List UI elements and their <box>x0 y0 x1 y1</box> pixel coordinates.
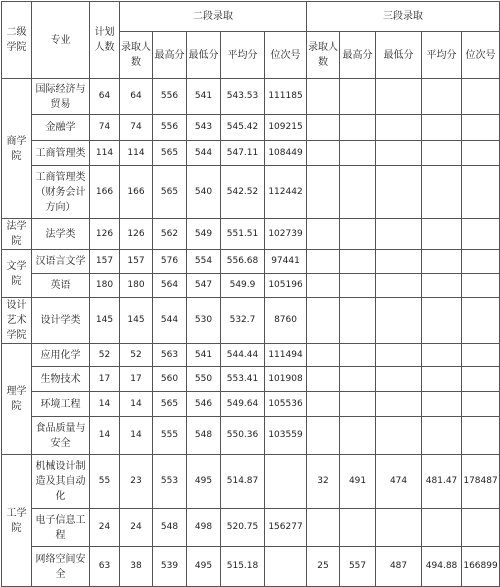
s2-max-cell: 544 <box>153 298 187 344</box>
s3-rank-cell <box>462 367 500 392</box>
s3-rank-cell <box>462 141 500 166</box>
s2-max-cell: 565 <box>153 141 187 166</box>
s3-admitted-cell <box>307 344 340 367</box>
s3-rank-cell <box>462 79 500 115</box>
s2-rank-cell: 105536 <box>265 392 307 417</box>
s2-max-cell: 553 <box>153 455 187 509</box>
header-second-stage: 二段录取 <box>120 2 307 32</box>
s3-avg-cell <box>422 219 462 250</box>
s2-min-cell: 546 <box>187 392 221 417</box>
s3-min-cell <box>376 509 422 547</box>
s3-admitted-cell <box>307 79 340 115</box>
s2-rank-cell: 105196 <box>265 274 307 298</box>
s3-avg-cell <box>422 344 462 367</box>
header-s2-max: 最高分 <box>153 32 187 79</box>
s2-min-cell: 530 <box>187 298 221 344</box>
s3-min-cell <box>376 250 422 274</box>
s2-admitted-cell: 17 <box>120 367 153 392</box>
s2-max-cell: 556 <box>153 115 187 141</box>
header-s3-admitted: 录取人数 <box>307 32 340 79</box>
table-row <box>2 392 500 417</box>
major-cell: 法学类 <box>32 219 90 250</box>
s2-avg-cell: 553.41 <box>221 367 265 392</box>
s3-avg-cell: 494.88 <box>422 547 462 587</box>
s3-max-cell <box>340 392 376 417</box>
s3-min-cell <box>376 79 422 115</box>
header-s2-min: 最低分 <box>187 32 221 79</box>
s2-max-cell: 564 <box>153 274 187 298</box>
s3-min-cell <box>376 141 422 166</box>
college-engineering: 工学院 <box>2 455 32 587</box>
table-row <box>2 219 500 250</box>
s3-admitted-cell <box>307 367 340 392</box>
s3-rank-cell: 166899 <box>462 547 500 587</box>
s2-min-cell: 495 <box>187 455 221 509</box>
s2-min-cell: 498 <box>187 509 221 547</box>
s3-min-cell <box>376 219 422 250</box>
s2-rank-cell: 103559 <box>265 417 307 455</box>
s2-admitted-cell: 24 <box>120 509 153 547</box>
table-row <box>2 367 500 392</box>
header-college: 二级学院 <box>2 2 32 79</box>
s3-max-cell <box>340 344 376 367</box>
s3-rank-cell <box>462 417 500 455</box>
s2-max-cell: 539 <box>153 547 187 587</box>
plan-cell: 74 <box>90 115 120 141</box>
table-row <box>2 547 500 587</box>
s3-max-cell <box>340 115 376 141</box>
s3-avg-cell <box>422 166 462 219</box>
s3-min-cell <box>376 298 422 344</box>
s3-admitted-cell <box>307 274 340 298</box>
s3-avg-cell <box>422 79 462 115</box>
table-row <box>2 274 500 298</box>
s3-admitted-cell <box>307 250 340 274</box>
s3-rank-cell <box>462 166 500 219</box>
plan-cell: 126 <box>90 219 120 250</box>
s3-avg-cell <box>422 274 462 298</box>
s3-avg-cell <box>422 250 462 274</box>
s2-admitted-cell: 23 <box>120 455 153 509</box>
header-s2-admitted: 录取人数 <box>120 32 153 79</box>
header-s2-rank: 位次号 <box>265 32 307 79</box>
s2-min-cell: 541 <box>187 344 221 367</box>
s2-avg-cell: 515.18 <box>221 547 265 587</box>
s3-avg-cell <box>422 417 462 455</box>
s3-max-cell <box>340 367 376 392</box>
s2-admitted-cell: 180 <box>120 274 153 298</box>
s2-avg-cell: 542.52 <box>221 166 265 219</box>
table-row <box>2 455 500 509</box>
s3-admitted-cell <box>307 298 340 344</box>
header-plan: 计划人数 <box>90 2 120 79</box>
table-row <box>2 79 500 115</box>
header-s3-avg: 平均分 <box>422 32 462 79</box>
s3-min-cell <box>376 417 422 455</box>
s3-min-cell <box>376 344 422 367</box>
s2-rank-cell: 109215 <box>265 115 307 141</box>
s2-admitted-cell: 126 <box>120 219 153 250</box>
s2-max-cell: 560 <box>153 367 187 392</box>
s2-min-cell: 544 <box>187 141 221 166</box>
s2-rank-cell: 97441 <box>265 250 307 274</box>
s2-admitted-cell: 38 <box>120 547 153 587</box>
college-design-art: 设计艺术学院 <box>2 298 32 344</box>
college-science: 理学院 <box>2 344 32 455</box>
s2-max-cell: 555 <box>153 417 187 455</box>
s3-rank-cell <box>462 392 500 417</box>
s3-rank-cell <box>462 274 500 298</box>
s3-min-cell: 487 <box>376 547 422 587</box>
s2-min-cell: 541 <box>187 79 221 115</box>
plan-cell: 14 <box>90 417 120 455</box>
s2-rank-cell <box>265 547 307 587</box>
s2-avg-cell: 520.75 <box>221 509 265 547</box>
major-cell: 食品质量与安全 <box>32 417 90 455</box>
plan-cell: 52 <box>90 344 120 367</box>
table-row <box>2 141 500 166</box>
table-row <box>2 166 500 219</box>
s2-avg-cell: 514.87 <box>221 455 265 509</box>
s2-admitted-cell: 14 <box>120 417 153 455</box>
s2-max-cell: 563 <box>153 344 187 367</box>
s2-avg-cell: 556.68 <box>221 250 265 274</box>
college-liberal-arts: 文学院 <box>2 250 32 298</box>
s3-max-cell <box>340 274 376 298</box>
s2-min-cell: 543 <box>187 115 221 141</box>
s2-min-cell: 548 <box>187 417 221 455</box>
s3-avg-cell <box>422 115 462 141</box>
s3-rank-cell: 178487 <box>462 455 500 509</box>
s2-avg-cell: 551.51 <box>221 219 265 250</box>
major-cell: 环境工程 <box>32 392 90 417</box>
s2-admitted-cell: 166 <box>120 166 153 219</box>
s3-max-cell <box>340 298 376 344</box>
plan-cell: 63 <box>90 547 120 587</box>
admission-table <box>1 1 500 587</box>
plan-cell: 166 <box>90 166 120 219</box>
s3-admitted-cell <box>307 166 340 219</box>
s2-rank-cell: 102739 <box>265 219 307 250</box>
major-cell: 应用化学 <box>32 344 90 367</box>
major-cell: 汉语言文学 <box>32 250 90 274</box>
plan-cell: 17 <box>90 367 120 392</box>
plan-cell: 180 <box>90 274 120 298</box>
college-business: 商学院 <box>2 79 32 219</box>
table-row <box>2 250 500 274</box>
plan-cell: 14 <box>90 392 120 417</box>
header-s3-rank: 位次号 <box>462 32 500 79</box>
s2-admitted-cell: 64 <box>120 79 153 115</box>
s3-min-cell <box>376 392 422 417</box>
major-cell: 英语 <box>32 274 90 298</box>
s3-avg-cell <box>422 392 462 417</box>
s3-rank-cell <box>462 509 500 547</box>
s2-max-cell: 556 <box>153 79 187 115</box>
s2-min-cell: 540 <box>187 166 221 219</box>
s3-admitted-cell <box>307 509 340 547</box>
s2-min-cell: 550 <box>187 367 221 392</box>
s2-rank-cell: 8760 <box>265 298 307 344</box>
major-cell: 金融学 <box>32 115 90 141</box>
major-cell: 生物技术 <box>32 367 90 392</box>
s3-avg-cell <box>422 141 462 166</box>
table-row <box>2 417 500 455</box>
s2-max-cell: 576 <box>153 250 187 274</box>
table-row <box>2 344 500 367</box>
s3-rank-cell <box>462 115 500 141</box>
s2-min-cell: 547 <box>187 274 221 298</box>
s3-avg-cell: 481.47 <box>422 455 462 509</box>
s3-avg-cell <box>422 367 462 392</box>
table-row <box>2 115 500 141</box>
s3-admitted-cell: 25 <box>307 547 340 587</box>
s3-admitted-cell <box>307 392 340 417</box>
s3-max-cell <box>340 417 376 455</box>
s3-max-cell <box>340 509 376 547</box>
s3-min-cell <box>376 274 422 298</box>
s3-max-cell <box>340 219 376 250</box>
s2-min-cell: 554 <box>187 250 221 274</box>
s2-min-cell: 549 <box>187 219 221 250</box>
header-major: 专业 <box>32 2 90 79</box>
s2-rank-cell: 101908 <box>265 367 307 392</box>
plan-cell: 64 <box>90 79 120 115</box>
s3-admitted-cell <box>307 417 340 455</box>
table-row <box>2 298 500 344</box>
s3-max-cell <box>340 166 376 219</box>
s3-min-cell: 474 <box>376 455 422 509</box>
s3-admitted-cell <box>307 141 340 166</box>
major-cell: 工商管理类（财务会计方向） <box>32 166 90 219</box>
s3-max-cell <box>340 79 376 115</box>
s2-avg-cell: 549.64 <box>221 392 265 417</box>
s2-avg-cell: 543.53 <box>221 79 265 115</box>
s3-rank-cell <box>462 250 500 274</box>
major-cell: 电子信息工程 <box>32 509 90 547</box>
s2-rank-cell: 108449 <box>265 141 307 166</box>
s3-avg-cell <box>422 298 462 344</box>
header-s3-max: 最高分 <box>340 32 376 79</box>
s2-admitted-cell: 157 <box>120 250 153 274</box>
table-row <box>2 509 500 547</box>
s2-max-cell: 562 <box>153 219 187 250</box>
s3-admitted-cell: 32 <box>307 455 340 509</box>
s2-admitted-cell: 145 <box>120 298 153 344</box>
college-law: 法学院 <box>2 219 32 250</box>
s2-rank-cell: 111494 <box>265 344 307 367</box>
s2-admitted-cell: 52 <box>120 344 153 367</box>
s2-rank-cell: 111185 <box>265 79 307 115</box>
s2-rank-cell <box>265 455 307 509</box>
s2-avg-cell: 532.7 <box>221 298 265 344</box>
s2-rank-cell: 156277 <box>265 509 307 547</box>
major-cell: 机械设计制造及其自动化 <box>32 455 90 509</box>
s2-max-cell: 548 <box>153 509 187 547</box>
s3-rank-cell <box>462 344 500 367</box>
plan-cell: 157 <box>90 250 120 274</box>
s3-min-cell <box>376 367 422 392</box>
major-cell: 工商管理类 <box>32 141 90 166</box>
s3-min-cell <box>376 115 422 141</box>
plan-cell: 145 <box>90 298 120 344</box>
s2-rank-cell: 112442 <box>265 166 307 219</box>
s3-admitted-cell <box>307 219 340 250</box>
plan-cell: 55 <box>90 455 120 509</box>
s3-admitted-cell <box>307 115 340 141</box>
header-s2-avg: 平均分 <box>221 32 265 79</box>
s3-max-cell <box>340 250 376 274</box>
s3-min-cell <box>376 166 422 219</box>
s3-max-cell: 557 <box>340 547 376 587</box>
s3-rank-cell <box>462 298 500 344</box>
major-cell: 国际经济与贸易 <box>32 79 90 115</box>
s2-max-cell: 565 <box>153 392 187 417</box>
s2-avg-cell: 545.42 <box>221 115 265 141</box>
s2-admitted-cell: 114 <box>120 141 153 166</box>
header-third-stage: 三段录取 <box>307 2 500 32</box>
s2-avg-cell: 550.36 <box>221 417 265 455</box>
major-cell: 网络空间安全 <box>32 547 90 587</box>
s2-avg-cell: 544.44 <box>221 344 265 367</box>
s2-min-cell: 495 <box>187 547 221 587</box>
s3-max-cell <box>340 141 376 166</box>
s2-avg-cell: 549.9 <box>221 274 265 298</box>
s2-avg-cell: 547.11 <box>221 141 265 166</box>
s2-max-cell: 565 <box>153 166 187 219</box>
s2-admitted-cell: 14 <box>120 392 153 417</box>
major-cell: 设计学类 <box>32 298 90 344</box>
s3-avg-cell <box>422 509 462 547</box>
plan-cell: 24 <box>90 509 120 547</box>
header-s3-min: 最低分 <box>376 32 422 79</box>
s3-max-cell: 491 <box>340 455 376 509</box>
s2-admitted-cell: 74 <box>120 115 153 141</box>
s3-rank-cell <box>462 219 500 250</box>
plan-cell: 114 <box>90 141 120 166</box>
